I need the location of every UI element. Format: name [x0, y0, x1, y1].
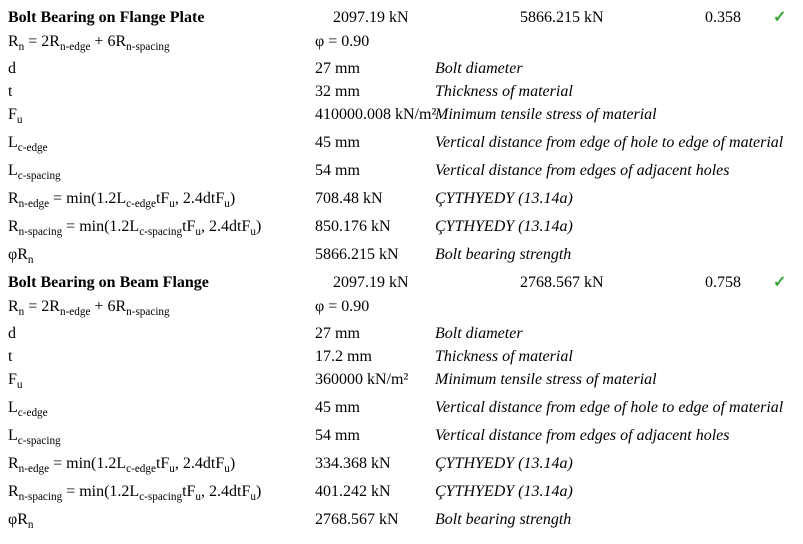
code-reference: ÇYTHYEDY (13.14a): [435, 190, 573, 207]
variable-label: $F_u$: [8, 106, 23, 127]
result-value: 2768.567 kN: [315, 511, 399, 528]
variable-value: 401.242 kN: [315, 483, 391, 500]
variable-value: 54 mm: [315, 162, 360, 179]
capacity-value: 5866.215 kN: [520, 9, 604, 26]
table-row: [0, 510, 803, 538]
variable-label: d: [8, 325, 16, 342]
table-row: [0, 82, 803, 105]
formula-label: $R_{n-edge} = \min(1.2L_{c-edge}tF_u$, 2.4dtF$_u$): [8, 190, 236, 211]
check-passed-icon: ✓: [773, 9, 787, 26]
utilization-ratio: 0.758: [705, 274, 741, 291]
demand-value: 2097.19 kN: [333, 274, 409, 291]
variable-value: 54 mm: [315, 427, 360, 444]
variable-value: 17.2 mm: [315, 348, 372, 365]
table-row: [0, 105, 803, 133]
variable-description: Thickness of material: [435, 348, 573, 365]
code-reference: ÇYTHYEDY (13.14a): [435, 455, 573, 472]
variable-label: $L_{c-spacing}$: [8, 162, 61, 183]
variable-value: 27 mm: [315, 325, 360, 342]
demand-value: 2097.19 kN: [333, 9, 409, 26]
variable-description: Vertical distance from edges of adjacent holes: [435, 162, 730, 179]
table-row: [0, 426, 803, 454]
variable-value: 45 mm: [315, 399, 360, 416]
variable-value: 410000.008 kN/m²: [315, 106, 437, 123]
formula-label: $R_n = 2R_{n-edge} + 6R_{n-spacing}$: [8, 298, 170, 319]
variable-label: $L_{c-edge}$: [8, 399, 48, 420]
table-row: [0, 454, 803, 482]
table-row: [0, 370, 803, 398]
variable-value: 850.176 kN: [315, 218, 391, 235]
table-row: [0, 32, 803, 59]
formula-label: $R_{n-spacing} = \min(1.2L_{c-spacing}tF_u$, 2.4dtF$_u$): [8, 218, 262, 239]
phi-factor-value: φ = 0.90: [315, 298, 370, 315]
section-header: [0, 8, 803, 32]
table-row: [0, 482, 803, 510]
code-reference: ÇYTHYEDY (13.14a): [435, 483, 573, 500]
phi-factor-value: φ = 0.90: [315, 33, 370, 50]
variable-description: Minimum tensile stress of material: [435, 106, 657, 123]
variable-value: 27 mm: [315, 60, 360, 77]
table-row: [0, 217, 803, 245]
section-title: Bolt Bearing on Beam Flange: [8, 274, 209, 291]
variable-description: Thickness of material: [435, 83, 573, 100]
section-header: [0, 273, 803, 297]
variable-label: t: [8, 83, 13, 100]
formula-label: $R_{n-spacing} = \min(1.2L_{c-spacing}tF_u$, 2.4dtF$_u$): [8, 483, 262, 504]
result-label: $\varphi R_n$: [8, 511, 34, 532]
variable-value: 334.368 kN: [315, 455, 391, 472]
variable-label: $F_u$: [8, 371, 23, 392]
variable-label: d: [8, 60, 16, 77]
variable-description: Vertical distance from edge of hole to edge of material: [435, 399, 784, 416]
table-row: [0, 297, 803, 324]
table-row: [0, 189, 803, 217]
capacity-value: 2768.567 kN: [520, 274, 604, 291]
variable-value: 32 mm: [315, 83, 360, 100]
variable-value: 708.48 kN: [315, 190, 383, 207]
table-row: [0, 398, 803, 426]
formula-label: $R_{n-edge} = \min(1.2L_{c-edge}tF_u$, 2.4dtF$_u$): [8, 455, 236, 476]
table-row: [0, 59, 803, 82]
table-row: [0, 245, 803, 273]
variable-description: Vertical distance from edge of hole to edge of material: [435, 134, 784, 151]
variable-label: $L_{c-edge}$: [8, 134, 48, 155]
formula-label: $R_n = 2R_{n-edge} + 6R_{n-spacing}$: [8, 33, 170, 54]
result-description: Bolt bearing strength: [435, 246, 572, 263]
table-row: [0, 161, 803, 189]
variable-label: t: [8, 348, 13, 365]
table-row: [0, 347, 803, 370]
variable-description: Bolt diameter: [435, 325, 523, 342]
result-description: Bolt bearing strength: [435, 511, 572, 528]
section-title: Bolt Bearing on Flange Plate: [8, 9, 205, 26]
variable-description: Minimum tensile stress of material: [435, 371, 657, 388]
variable-value: 45 mm: [315, 134, 360, 151]
variable-label: $L_{c-spacing}$: [8, 427, 61, 448]
code-reference: ÇYTHYEDY (13.14a): [435, 218, 573, 235]
check-passed-icon: ✓: [773, 274, 787, 291]
table-row: [0, 133, 803, 161]
variable-description: Vertical distance from edges of adjacent holes: [435, 427, 730, 444]
variable-description: Bolt diameter: [435, 60, 523, 77]
variable-value: 360000 kN/m²: [315, 371, 409, 388]
utilization-ratio: 0.358: [705, 9, 741, 26]
table-row: [0, 324, 803, 347]
result-value: 5866.215 kN: [315, 246, 399, 263]
result-label: $\varphi R_n$: [8, 246, 34, 267]
